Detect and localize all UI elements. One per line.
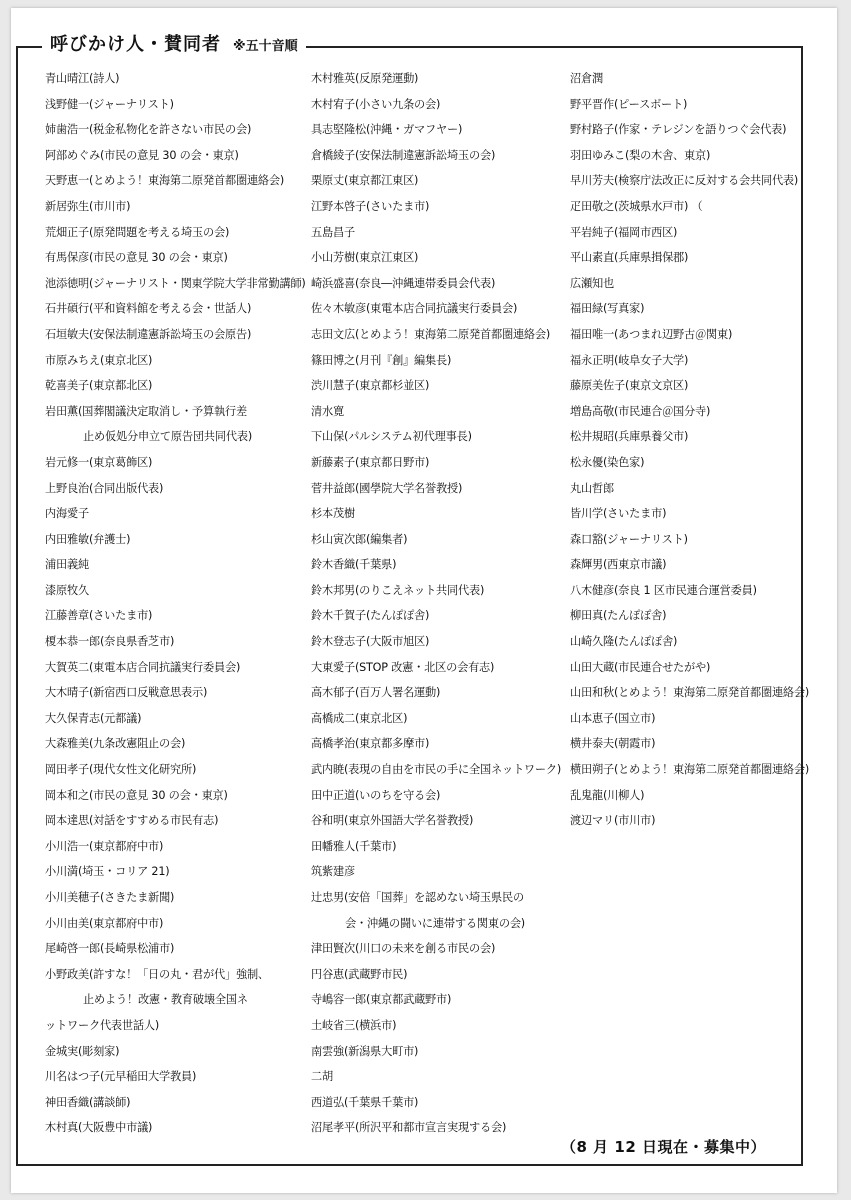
- name-entry: 平岩純子(福岡市西区): [570, 225, 678, 239]
- name-entry: 山田大蔵(市民連合せたがや): [570, 660, 711, 674]
- name-entry: 平山素直(兵庫県揖保郡): [570, 251, 689, 265]
- name-entry: 崎浜盛喜(奈良―沖縄連帯委員会代表): [311, 276, 496, 290]
- name-entry: 榎本恭一郎(奈良県香芝市): [45, 635, 175, 649]
- name-entry: 広瀬知也: [570, 276, 614, 290]
- name-entry: 羽田ゆみこ(梨の木舎、東京): [570, 148, 711, 162]
- name-entry: 丸山哲郎: [570, 481, 614, 495]
- name-entry: 浦田義純: [45, 558, 89, 572]
- name-entry: 下山保(パルシステム初代理事長): [311, 430, 472, 444]
- name-entry: 山崎久隆(たんぽぽ舎): [570, 635, 678, 649]
- name-entry: 篠田博之(月刊『創』編集長): [311, 353, 452, 367]
- ordering-note: ※五十音順: [233, 39, 298, 54]
- name-entry: 栗原丈(東京都江東区): [311, 174, 419, 188]
- name-entry: 柳田真(たんぽぽ舎): [570, 609, 667, 623]
- name-entry: 福永正明(岐阜女子大学): [570, 353, 689, 367]
- name-entry: 佐々木敏彦(東電本店合同抗議実行委員会): [311, 302, 518, 316]
- name-entry: 鈴木登志子(大阪市旭区): [311, 635, 430, 649]
- page-title: 呼びかけ人・賛同者: [50, 34, 221, 55]
- name-entry: 尾崎啓一郎(長崎県松浦市): [45, 942, 175, 956]
- name-entry: 八木健彦(奈良 1 区市民連合運営委員): [570, 583, 757, 597]
- name-entry: 二胡: [311, 1070, 333, 1084]
- name-entry: 江藤善章(さいたま市): [45, 609, 153, 623]
- name-entry: 木村宥子(小さい九条の会): [311, 97, 441, 111]
- name-entry: 疋田敬之(茨城県水戸市) （: [570, 199, 703, 213]
- name-entry: 渋川慧子(東京都杉並区): [311, 379, 430, 393]
- name-entry: 鈴木千賀子(たんぽぽ舎): [311, 609, 430, 623]
- name-entry: 漆原牧久: [45, 583, 89, 597]
- name-entry: 増島高敬(市民連合＠国分寺): [570, 404, 711, 418]
- name-entry: 川名はつ子(元早稲田大学教員): [45, 1070, 197, 1084]
- name-entry: 高橋成二(東京北区): [311, 711, 408, 725]
- name-entry: 有馬保彦(市民の意見 30 の会・東京): [45, 251, 228, 265]
- name-entry: 鈴木邦男(のりこえネット共同代表): [311, 583, 485, 597]
- name-entry: 姉歯浩一(税金私物化を許さない市民の会): [45, 123, 252, 137]
- name-entry: 新居弥生(市川市): [45, 199, 131, 213]
- name-entry: 沼尾孝平(所沢平和都市宣言実現する会): [311, 1121, 507, 1135]
- name-entry: 岡田孝子(現代女性文化研究所): [45, 763, 197, 777]
- name-entry: 石垣敏夫(安保法制違憲訴訟埼玉の会原告): [45, 327, 252, 341]
- name-entry: 止めよう！改憲・教育破壊全国ネ: [83, 993, 248, 1007]
- name-entry: 早川芳夫(検察庁法改正に反対する会共同代表): [570, 174, 799, 188]
- names-column-3: [570, 66, 815, 834]
- name-entry: 藤原美佐子(東京文京区): [570, 379, 689, 393]
- name-entry: 菅井益郎(國學院大学名誉教授): [311, 481, 463, 495]
- name-entry: 野平晋作(ピースボート): [570, 97, 688, 111]
- name-entry: 山田和秋(とめよう！東海第二原発首都圏連絡会): [570, 686, 810, 700]
- name-entry: 西道弘(千葉県千葉市): [311, 1095, 419, 1109]
- name-entry: 沼倉潤: [570, 72, 603, 85]
- name-entry: 乾喜美子(東京都北区): [45, 379, 153, 393]
- name-entry: 上野良治(合同出版代表): [45, 481, 164, 495]
- name-entry: 津田賢次(川口の未来を創る市民の会): [311, 942, 496, 956]
- name-entry: 市原みちえ(東京北区): [45, 353, 153, 367]
- name-entry: 天野恵一(とめよう！東海第二原発首都圏連絡会): [45, 174, 285, 188]
- name-entry: 木村真(大阪豊中市議): [45, 1121, 153, 1135]
- names-column-1: [45, 66, 307, 1141]
- name-entry: 倉橋綾子(安保法制違憲訴訟埼玉の会): [311, 148, 496, 162]
- name-entry: 岡本和之(市民の意見 30 の会・東京): [45, 788, 228, 802]
- name-entry: 土岐省三(横浜市): [311, 1018, 397, 1032]
- name-entry: 田中正道(いのちを守る会): [311, 788, 441, 802]
- name-entry: 松井規昭(兵庫県養父市): [570, 430, 689, 444]
- name-entry: 会・沖縄の闘いに連帯する関東の会): [345, 916, 525, 930]
- name-entry: 神田香織(講談師): [45, 1095, 131, 1109]
- name-entry: 具志堅隆松(沖縄・ガマフヤー): [311, 123, 463, 137]
- name-entry: 浅野健一(ジャーナリスト): [45, 97, 174, 111]
- name-entry: 石井碩行(平和資料館を考える会・世話人): [45, 302, 252, 316]
- name-entry: 福田唯一(あつまれ辺野古＠関東): [570, 327, 733, 341]
- name-entry: 円谷恵(武蔵野市民): [311, 967, 408, 981]
- name-entry: 寺嶋容一郎(東京都武蔵野市): [311, 993, 452, 1007]
- name-entry: 辻忠男(安倍「国葬」を認めない埼玉県民の: [311, 891, 524, 904]
- name-entry: 鈴木香織(千葉県): [311, 558, 397, 572]
- name-entry: 金城実(彫刻家): [45, 1044, 120, 1058]
- name-entry: 内海愛子: [45, 507, 89, 521]
- name-entry: 荒畑正子(原発問題を考える埼玉の会): [45, 225, 230, 239]
- name-entry: 大森雅美(九条改憲阻止の会): [45, 737, 186, 751]
- name-entry: ットワーク代表世話人): [45, 1018, 160, 1032]
- name-entry: 南雲強(新潟県大町市): [311, 1044, 419, 1058]
- name-entry: 福田緑(写真家): [570, 302, 645, 316]
- name-entry: 松永優(染色家): [570, 455, 645, 469]
- name-entry: 横田朔子(とめよう！東海第二原発首都圏連絡会): [570, 763, 810, 777]
- name-entry: 木村雅英(反原発運動): [311, 72, 419, 85]
- name-entry: 小川美穂子(さきたま新聞): [45, 891, 175, 904]
- name-entry: 志田文広(とめよう！東海第二原発首都圏連絡会): [311, 327, 551, 341]
- name-entry: 止め仮処分申立て原告団共同代表): [83, 430, 252, 444]
- name-entry: 小山芳樹(東京江東区): [311, 251, 419, 265]
- name-entry: 杉山寅次郎(編集者): [311, 532, 408, 546]
- name-entry: 大木晴子(新宿西口反戦意思表示): [45, 686, 208, 700]
- name-entry: 小野政美(許すな！「日の丸・君が代」強制、: [45, 967, 269, 981]
- name-entry: 大久保青志(元都議): [45, 711, 142, 725]
- name-entry: 森輝男(西東京市議): [570, 558, 667, 572]
- name-entry: 谷和明(東京外国語大学名誉教授): [311, 814, 474, 828]
- name-entry: 青山晴江(詩人): [45, 72, 120, 85]
- name-entry: 山本恵子(国立市): [570, 711, 656, 725]
- name-entry: 高橋孝治(東京都多摩市): [311, 737, 430, 751]
- name-entry: 内田雅敏(弁護士): [45, 532, 131, 546]
- name-entry: 大賀英二(東電本店合同抗議実行委員会): [45, 660, 241, 674]
- name-entry: 森口豁(ジャーナリスト): [570, 532, 688, 546]
- name-entry: 岩元修一(東京葛飾区): [45, 455, 153, 469]
- name-entry: 野村路子(作家・テレジンを語りつぐ会代表): [570, 123, 787, 137]
- name-entry: 小川由美(東京都府中市): [45, 916, 164, 930]
- name-entry: 武内暁(表現の自由を市民の手に全国ネットワーク): [311, 763, 562, 777]
- name-entry: 岡本達思(対話をすすめる市民有志): [45, 814, 219, 828]
- name-entry: 皆川学(さいたま市): [570, 507, 667, 521]
- name-entry: 筑紫建彦: [311, 865, 355, 879]
- status-note: （8 月 12 日現在・募集中）: [553, 1136, 774, 1157]
- name-entry: 杉本茂樹: [311, 507, 355, 521]
- name-entry: 田幡雅人(千葉市): [311, 839, 397, 853]
- name-entry: 小川満(埼玉・コリア 21): [45, 865, 170, 879]
- name-entry: 江野本啓子(さいたま市): [311, 199, 430, 213]
- name-entry: 横井泰夫(朝霞市): [570, 737, 656, 751]
- name-entry: 乱鬼龍(川柳人): [570, 788, 645, 802]
- name-entry: 小川浩一(東京都府中市): [45, 839, 164, 853]
- name-entry: 阿部めぐみ(市民の意見 30 の会・東京): [45, 148, 239, 162]
- name-entry: 大東愛子(STOP 改憲・北区の会有志): [311, 660, 495, 674]
- list-heading: [42, 30, 306, 56]
- names-column-2: [311, 66, 561, 1141]
- name-entry: 新藤素子(東京都日野市): [311, 455, 430, 469]
- name-entry: 五島昌子: [311, 225, 355, 239]
- name-entry: 高木郁子(百万人署名運動): [311, 686, 441, 700]
- name-entry: 渡辺マリ(市川市): [570, 814, 656, 828]
- name-entry: 岩田薫(国葬閣議決定取消し・予算執行差: [45, 404, 247, 418]
- name-entry: 池添徳明(ジャーナリスト・関東学院大学非常勤講師): [45, 276, 306, 290]
- name-entry: 清水寛: [311, 404, 344, 418]
